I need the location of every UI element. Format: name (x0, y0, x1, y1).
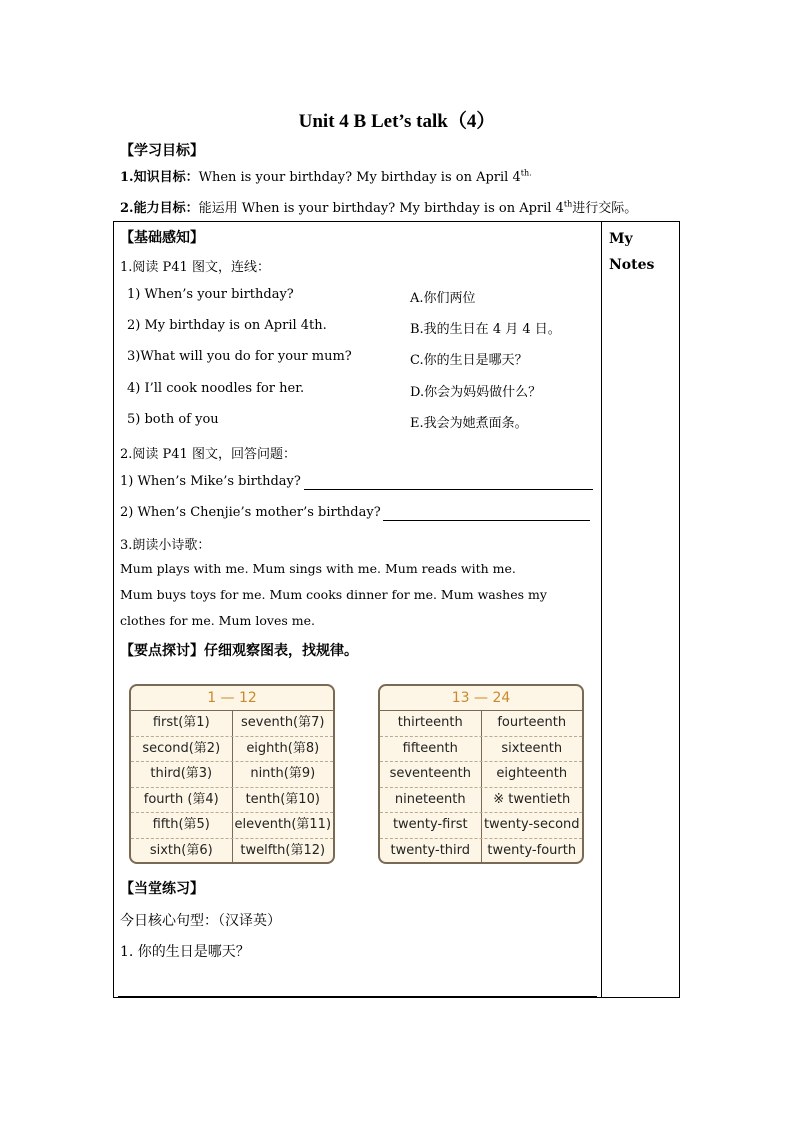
question-1: 1) When’s Mike’s birthday? (120, 474, 301, 489)
ability-tail: 进行交际。 (572, 201, 638, 216)
ordinal-cell: eighth(第8) (246, 740, 320, 756)
ordinal-cell: sixteenth (501, 740, 563, 756)
task1-title: 1.阅读 P41 图文，连线： (120, 260, 270, 275)
table-row (131, 762, 333, 788)
knowledge-text: When is your birthday? My birthday is on April 4 (198, 170, 521, 185)
ordinal-cell: twelfth(第12) (240, 842, 326, 858)
table-row (131, 839, 333, 864)
key-points-header: 【要点探讨】仔细观察图表，找规律。 (120, 643, 358, 659)
match-right-c: C.你的生日是哪天？ (410, 353, 528, 368)
answer-line-2[interactable] (383, 520, 590, 521)
table-row (131, 788, 333, 814)
poem-line-2: Mum buys toys for me. Mum cooks dinner for me. Mum washes my (120, 587, 547, 602)
core-sentence-title: 今日核心句型：（汉译英） (120, 913, 281, 929)
match-left-4: 4) I’ll cook noodles for her. (127, 381, 305, 396)
ordinal-card-1-12 (129, 684, 335, 864)
card-title: 1 — 12 (131, 686, 333, 711)
task3-title: 3.朗读小诗歌： (120, 538, 211, 553)
match-left-1: 1) When’s your birthday? (127, 287, 294, 302)
knowledge-label: 1.知识目标： (120, 170, 199, 185)
match-right-b: B.我的生日在 4 月 4 日。 (410, 322, 561, 337)
page-title: Unit 4 B Let’s talk（4） (298, 111, 496, 132)
ability-sup: th (563, 199, 573, 209)
objectives-header: 【学习目标】 (120, 143, 204, 159)
practice-header: 【当堂练习】 (120, 881, 204, 897)
table-row (380, 839, 582, 864)
table-row (380, 711, 582, 737)
ordinal-cell: seventh(第7) (241, 715, 325, 730)
ordinal-cell: twenty-second (483, 817, 580, 832)
ordinal-cell: ninth(第9) (250, 766, 316, 781)
ordinal-cell: twenty-fourth (487, 842, 577, 858)
match-right-e: E.我会为她煮面条。 (410, 416, 528, 431)
ordinal-cell: nineteenth (380, 788, 482, 813)
knowledge-sup: th. (520, 168, 532, 178)
ordinal-cell: first(第1) (131, 711, 233, 736)
ordinal-cell: eighteenth (496, 766, 568, 781)
table-row (380, 737, 582, 763)
poem-line-1: Mum plays with me. Mum sings with me. Mum reads with me. (120, 561, 516, 576)
ordinal-cell: ※ twentieth (493, 791, 571, 807)
table-row (131, 813, 333, 839)
match-right-d: D.你会为妈妈做什么？ (410, 385, 542, 400)
match-left-2: 2) My birthday is on April 4th. (127, 318, 327, 333)
ability-text: 能运用 When is your birthday? My birthday is on April 4 (198, 201, 564, 216)
ordinal-card-13-24 (378, 684, 584, 864)
ordinal-cell: twenty-first (380, 813, 482, 838)
ordinal-cell: sixth(第6) (131, 839, 233, 864)
poem-line-3: clothes for me. Mum loves me. (120, 613, 315, 628)
table-row (380, 788, 582, 814)
notes-line-2: Notes (609, 257, 655, 273)
table-row (131, 737, 333, 763)
table-row (380, 813, 582, 839)
table-row (131, 711, 333, 737)
card-title: 13 — 24 (380, 686, 582, 711)
ordinal-cell: tenth(第10) (245, 791, 320, 807)
ability-objective (120, 197, 637, 216)
ability-label: 2.能力目标： (120, 201, 199, 216)
answer-line-1[interactable] (304, 489, 593, 490)
notes-divider (601, 221, 602, 998)
knowledge-objective (120, 166, 532, 185)
basic-header: 【基础感知】 (120, 230, 204, 246)
notes-line-1: My (609, 231, 633, 247)
answer-line-3[interactable] (118, 996, 597, 998)
ordinal-cell: fourteenth (497, 715, 567, 730)
ordinal-cell: third(第3) (131, 762, 233, 787)
match-left-5: 5) both of you (127, 412, 219, 427)
my-notes-label (609, 226, 669, 278)
match-right-a: A.你们两位 (410, 291, 476, 306)
ordinal-cell: eleventh(第11) (234, 817, 332, 832)
match-left-3: 3)What will you do for your mum? (127, 349, 352, 364)
ordinal-cell: fourth (第4) (131, 788, 233, 813)
ordinal-cell: thirteenth (380, 711, 482, 736)
ordinal-cell: twenty-third (380, 839, 482, 864)
practice-question-1: 1. 你的生日是哪天？ (120, 944, 250, 960)
ordinal-cell: fifteenth (380, 737, 482, 762)
ordinal-cell: second(第2) (131, 737, 233, 762)
question-2: 2) When’s Chenjie’s mother’s birthday? (120, 505, 381, 520)
ordinal-cell: fifth(第5) (131, 813, 233, 838)
ordinal-cell: seventeenth (380, 762, 482, 787)
task2-title: 2.阅读 P41 图文，回答问题： (120, 447, 296, 462)
table-row (380, 762, 582, 788)
